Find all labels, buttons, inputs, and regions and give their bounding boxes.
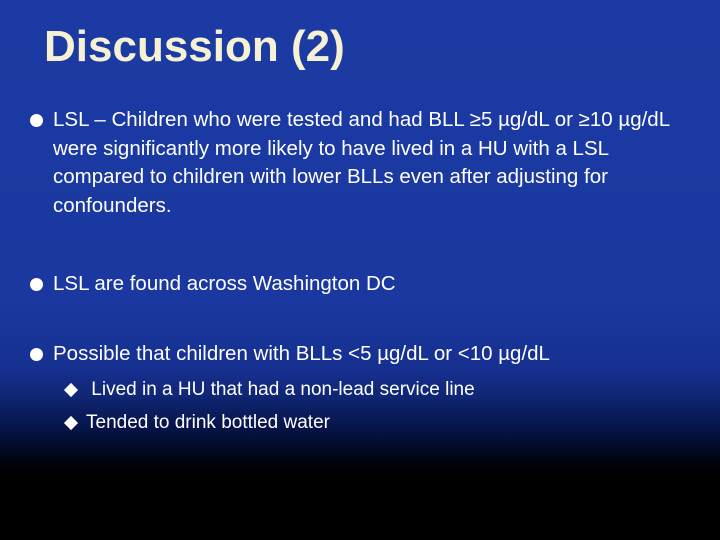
diamond-bullet-icon [64, 383, 78, 397]
bullet-text: LSL are found across Washington DC [53, 272, 396, 295]
bullet-text: LSL – Children who were tested and had BLL ≥5 µg/dL or ≥10 µg/dL were significantly more likely to have lived in a HU with a LSL compared to children with lower BLLs even after adjusting for confounders. [53, 108, 670, 217]
bullet-text: Possible that children with BLLs <5 µg/dL or <10 µg/dL [53, 342, 550, 365]
sub-bullet-text: Lived in a HU that had a non-lead service line [86, 379, 475, 400]
bullet-dot-icon [30, 348, 43, 361]
diamond-bullet-icon [64, 416, 78, 430]
bullet-dot-icon [30, 278, 43, 291]
sub-bullet-text: Tended to drink bottled water [86, 412, 330, 433]
bullet-dot-icon [30, 114, 43, 127]
slide-title: Discussion (2) [44, 22, 345, 71]
